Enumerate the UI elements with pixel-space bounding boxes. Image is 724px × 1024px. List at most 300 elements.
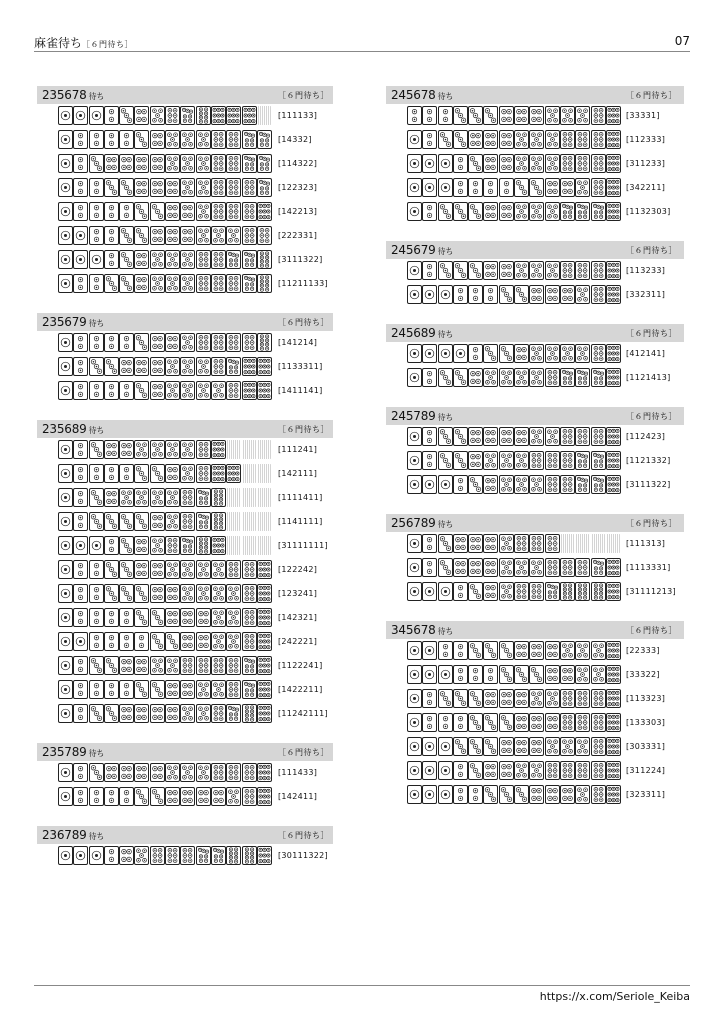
pin-tile-icon — [453, 689, 468, 708]
pin-tile-icon — [407, 202, 422, 221]
block-title: 245789 待ち — [391, 409, 454, 423]
pin-tile-icon — [438, 202, 453, 221]
pin-tile-icon — [242, 680, 257, 699]
tile-hand — [407, 582, 621, 601]
block-header — [386, 407, 684, 425]
hand-row — [37, 200, 333, 224]
pin-tile-icon — [226, 274, 241, 293]
pin-tile-icon — [150, 178, 165, 197]
pin-tile-icon — [196, 178, 211, 197]
pin-tile-icon — [165, 584, 180, 603]
pin-tile-icon — [165, 763, 180, 782]
pin-tile-icon — [211, 680, 226, 699]
pin-tile-icon — [150, 440, 165, 459]
pin-tile-icon — [89, 512, 104, 531]
hand-code: [242221] — [278, 637, 318, 646]
pin-tile-icon — [422, 178, 437, 197]
hand-row — [37, 606, 333, 630]
pin-tile-icon — [73, 608, 88, 627]
pin-tile-icon — [560, 641, 575, 660]
pin-tile-icon — [468, 106, 483, 125]
hand-row — [37, 104, 333, 128]
pin-tile-icon — [73, 226, 88, 245]
pin-tile-icon — [468, 737, 483, 756]
pin-tile-icon — [104, 560, 119, 579]
hand-row — [37, 678, 333, 702]
pin-tile-icon — [226, 584, 241, 603]
hand-row — [37, 128, 333, 152]
pin-tile-icon — [150, 333, 165, 352]
pin-tile-icon — [545, 154, 560, 173]
pin-tile-icon — [73, 464, 88, 483]
pin-tile-icon — [575, 130, 590, 149]
pin-tile-icon — [606, 713, 621, 732]
pin-tile-icon — [58, 584, 73, 603]
pin-tile-icon — [483, 665, 498, 684]
pin-tile-icon — [196, 106, 211, 125]
pin-tile-icon — [453, 106, 468, 125]
pin-tile-icon — [165, 274, 180, 293]
pin-tile-icon — [575, 641, 590, 660]
tile-hand — [58, 274, 272, 293]
tile-hand — [407, 641, 621, 660]
pin-tile-icon — [514, 582, 529, 601]
pin-tile-icon — [453, 582, 468, 601]
pin-tile-icon — [211, 381, 226, 400]
pin-tile-icon — [165, 154, 180, 173]
pin-tile-icon — [499, 641, 514, 660]
pin-tile-icon — [89, 656, 104, 675]
pin-tile-icon — [514, 785, 529, 804]
pin-tile-icon — [575, 261, 590, 280]
tile-hand — [407, 451, 621, 470]
pin-tile-icon — [529, 285, 544, 304]
pin-tile-icon — [73, 512, 88, 531]
pin-tile-icon — [119, 608, 134, 627]
empty-tile-slot — [257, 536, 272, 555]
pin-tile-icon — [104, 512, 119, 531]
empty-tile-slot — [242, 440, 257, 459]
pin-tile-icon — [575, 202, 590, 221]
pin-tile-icon — [180, 846, 195, 865]
pin-tile-icon — [591, 154, 606, 173]
pin-tile-icon — [211, 787, 226, 806]
pin-tile-icon — [196, 488, 211, 507]
pin-tile-icon — [119, 560, 134, 579]
pin-tile-icon — [134, 512, 149, 531]
pin-tile-icon — [545, 558, 560, 577]
pin-tile-icon — [196, 154, 211, 173]
pin-tile-icon — [438, 641, 453, 660]
pin-tile-icon — [89, 178, 104, 197]
pin-tile-icon — [73, 440, 88, 459]
pin-tile-icon — [58, 464, 73, 483]
tile-hand — [407, 689, 621, 708]
hand-code: [14332] — [278, 135, 312, 144]
pin-tile-icon — [150, 106, 165, 125]
block-tag: ［６門待ち］ — [278, 748, 329, 757]
pin-tile-icon — [180, 632, 195, 651]
pin-tile-icon — [73, 560, 88, 579]
pin-tile-icon — [89, 560, 104, 579]
pin-tile-icon — [180, 357, 195, 376]
pin-tile-icon — [165, 512, 180, 531]
pin-tile-icon — [104, 656, 119, 675]
pin-tile-icon — [407, 737, 422, 756]
pin-tile-icon — [73, 178, 88, 197]
pin-tile-icon — [560, 713, 575, 732]
pin-tile-icon — [257, 357, 272, 376]
pin-tile-icon — [575, 713, 590, 732]
hand-row — [386, 735, 684, 759]
pin-tile-icon — [545, 475, 560, 494]
pin-tile-icon — [134, 536, 149, 555]
pin-tile-icon — [422, 344, 437, 363]
pin-tile-icon — [150, 357, 165, 376]
pin-tile-icon — [89, 357, 104, 376]
pin-tile-icon — [453, 665, 468, 684]
pin-tile-icon — [560, 427, 575, 446]
pin-tile-icon — [242, 656, 257, 675]
pin-tile-icon — [242, 787, 257, 806]
pin-tile-icon — [196, 846, 211, 865]
pin-tile-icon — [226, 381, 241, 400]
pin-tile-icon — [499, 285, 514, 304]
pin-tile-icon — [134, 464, 149, 483]
pin-tile-icon — [89, 704, 104, 723]
pin-tile-icon — [545, 285, 560, 304]
hand-code: [30111322] — [278, 851, 328, 860]
pin-tile-icon — [180, 154, 195, 173]
pin-tile-icon — [257, 584, 272, 603]
pin-tile-icon — [407, 582, 422, 601]
pin-tile-icon — [407, 368, 422, 387]
pin-tile-icon — [407, 713, 422, 732]
hand-row — [37, 761, 333, 785]
pin-tile-icon — [150, 464, 165, 483]
pin-tile-icon — [422, 154, 437, 173]
pin-tile-icon — [180, 178, 195, 197]
pin-tile-icon — [165, 488, 180, 507]
tile-hand — [407, 285, 621, 304]
wait-block — [37, 86, 333, 296]
pin-tile-icon — [104, 178, 119, 197]
block-tag: ［６門待ち］ — [626, 519, 677, 528]
pin-tile-icon — [453, 641, 468, 660]
hand-row — [386, 104, 684, 128]
pin-tile-icon — [257, 704, 272, 723]
pin-tile-icon — [89, 250, 104, 269]
pin-tile-icon — [73, 202, 88, 221]
pin-tile-icon — [468, 713, 483, 732]
hand-code: [1121413] — [626, 373, 671, 382]
hand-code: [122242] — [278, 565, 318, 574]
pin-tile-icon — [119, 464, 134, 483]
pin-tile-icon — [407, 178, 422, 197]
pin-tile-icon — [468, 534, 483, 553]
pin-tile-icon — [89, 130, 104, 149]
pin-tile-icon — [407, 761, 422, 780]
pin-tile-icon — [58, 763, 73, 782]
empty-tile-slot — [257, 106, 272, 125]
empty-tile-slot — [575, 534, 590, 553]
pin-tile-icon — [180, 130, 195, 149]
pin-tile-icon — [119, 226, 134, 245]
pin-tile-icon — [211, 632, 226, 651]
pin-tile-icon — [150, 632, 165, 651]
pin-tile-icon — [211, 763, 226, 782]
hand-code: [113323] — [626, 694, 666, 703]
block-header — [386, 514, 684, 532]
pin-tile-icon — [483, 344, 498, 363]
pin-tile-icon — [575, 689, 590, 708]
hand-row — [37, 331, 333, 355]
block-header — [386, 621, 684, 639]
pin-tile-icon — [407, 534, 422, 553]
pin-tile-icon — [119, 512, 134, 531]
pin-tile-icon — [180, 381, 195, 400]
hand-code: [303331] — [626, 742, 666, 751]
pin-tile-icon — [89, 584, 104, 603]
pin-tile-icon — [211, 846, 226, 865]
block-title: 236789 待ち — [42, 828, 105, 842]
pin-tile-icon — [438, 713, 453, 732]
pin-tile-icon — [483, 558, 498, 577]
pin-tile-icon — [606, 665, 621, 684]
pin-tile-icon — [257, 632, 272, 651]
hand-code: [31111213] — [626, 587, 676, 596]
hand-row — [386, 473, 684, 497]
pin-tile-icon — [529, 689, 544, 708]
pin-tile-icon — [89, 846, 104, 865]
pin-tile-icon — [196, 536, 211, 555]
pin-tile-icon — [58, 274, 73, 293]
pin-tile-icon — [545, 344, 560, 363]
tile-hand — [58, 787, 272, 806]
pin-tile-icon — [150, 154, 165, 173]
pin-tile-icon — [58, 106, 73, 125]
pin-tile-icon — [422, 713, 437, 732]
pin-tile-icon — [104, 250, 119, 269]
pin-tile-icon — [242, 250, 257, 269]
hand-row — [37, 152, 333, 176]
pin-tile-icon — [483, 427, 498, 446]
footer-link[interactable]: https://x.com/Seriole_Keiba — [539, 990, 690, 1003]
pin-tile-icon — [606, 761, 621, 780]
hand-code: [133303] — [626, 718, 666, 727]
pin-tile-icon — [73, 357, 88, 376]
pin-tile-icon — [104, 846, 119, 865]
pin-tile-icon — [438, 451, 453, 470]
tile-hand — [58, 704, 272, 723]
pin-tile-icon — [73, 584, 88, 603]
pin-tile-icon — [453, 737, 468, 756]
tile-hand — [58, 464, 272, 483]
pin-tile-icon — [165, 704, 180, 723]
pin-tile-icon — [165, 464, 180, 483]
pin-tile-icon — [591, 427, 606, 446]
block-tag: ［６門待ち］ — [626, 91, 677, 100]
hand-row — [386, 639, 684, 663]
block-tag: ［６門待ち］ — [626, 412, 677, 421]
pin-tile-icon — [483, 261, 498, 280]
pin-tile-icon — [119, 357, 134, 376]
pin-tile-icon — [165, 381, 180, 400]
wait-block — [386, 514, 684, 604]
pin-tile-icon — [180, 274, 195, 293]
pin-tile-icon — [468, 427, 483, 446]
pin-tile-icon — [591, 368, 606, 387]
pin-tile-icon — [242, 704, 257, 723]
pin-tile-icon — [514, 665, 529, 684]
hand-row — [37, 248, 333, 272]
pin-tile-icon — [453, 713, 468, 732]
pin-tile-icon — [73, 763, 88, 782]
pin-tile-icon — [499, 106, 514, 125]
hand-code: [112423] — [626, 432, 666, 441]
pin-tile-icon — [257, 560, 272, 579]
pin-tile-icon — [560, 558, 575, 577]
pin-tile-icon — [529, 713, 544, 732]
empty-tile-slot — [257, 488, 272, 507]
pin-tile-icon — [483, 737, 498, 756]
block-tag: ［６門待ち］ — [278, 831, 329, 840]
pin-tile-icon — [257, 226, 272, 245]
pin-tile-icon — [545, 261, 560, 280]
hand-code: [332311] — [626, 290, 666, 299]
pin-tile-icon — [606, 344, 621, 363]
hand-row — [37, 785, 333, 809]
block-title: 235679 待ち — [42, 315, 105, 329]
block-tag: ［６門待ち］ — [278, 91, 329, 100]
pin-tile-icon — [196, 333, 211, 352]
pin-tile-icon — [499, 261, 514, 280]
pin-tile-icon — [422, 785, 437, 804]
empty-tile-slot — [226, 512, 241, 531]
empty-tile-slot — [242, 512, 257, 531]
wait-block — [37, 743, 333, 809]
pin-tile-icon — [560, 202, 575, 221]
pin-tile-icon — [545, 451, 560, 470]
tile-hand — [407, 558, 621, 577]
pin-tile-icon — [606, 475, 621, 494]
block-tag: ［６門待ち］ — [278, 425, 329, 434]
pin-tile-icon — [150, 488, 165, 507]
pin-tile-icon — [514, 178, 529, 197]
pin-tile-icon — [226, 250, 241, 269]
pin-tile-icon — [606, 130, 621, 149]
hand-code: [111133] — [278, 111, 318, 120]
pin-tile-icon — [226, 704, 241, 723]
pin-tile-icon — [529, 761, 544, 780]
pin-tile-icon — [119, 250, 134, 269]
empty-tile-slot — [606, 534, 621, 553]
pin-tile-icon — [242, 130, 257, 149]
pin-tile-icon — [104, 763, 119, 782]
pin-tile-icon — [453, 785, 468, 804]
pin-tile-icon — [422, 761, 437, 780]
pin-tile-icon — [226, 787, 241, 806]
wait-block — [386, 621, 684, 807]
pin-tile-icon — [560, 737, 575, 756]
empty-tile-slot — [242, 536, 257, 555]
pin-tile-icon — [468, 641, 483, 660]
hand-row — [37, 462, 333, 486]
pin-tile-icon — [165, 536, 180, 555]
hand-row — [386, 532, 684, 556]
pin-tile-icon — [499, 344, 514, 363]
block-tag: ［６門待ち］ — [626, 626, 677, 635]
pin-tile-icon — [73, 488, 88, 507]
pin-tile-icon — [514, 427, 529, 446]
block-title: 256789 待ち — [391, 516, 454, 530]
pin-tile-icon — [514, 130, 529, 149]
pin-tile-icon — [438, 178, 453, 197]
pin-tile-icon — [606, 451, 621, 470]
pin-tile-icon — [499, 665, 514, 684]
empty-tile-slot — [226, 488, 241, 507]
pin-tile-icon — [242, 357, 257, 376]
pin-tile-icon — [529, 475, 544, 494]
pin-tile-icon — [211, 250, 226, 269]
pin-tile-icon — [453, 202, 468, 221]
pin-tile-icon — [438, 582, 453, 601]
pin-tile-icon — [89, 381, 104, 400]
pin-tile-icon — [483, 202, 498, 221]
wait-block — [386, 407, 684, 497]
pin-tile-icon — [575, 427, 590, 446]
pin-tile-icon — [453, 130, 468, 149]
pin-tile-icon — [483, 475, 498, 494]
pin-tile-icon — [119, 536, 134, 555]
pin-tile-icon — [407, 689, 422, 708]
pin-tile-icon — [575, 178, 590, 197]
pin-tile-icon — [73, 381, 88, 400]
pin-tile-icon — [468, 689, 483, 708]
pin-tile-icon — [211, 202, 226, 221]
pin-tile-icon — [407, 475, 422, 494]
block-tag: ［６門待ち］ — [278, 318, 329, 327]
pin-tile-icon — [58, 178, 73, 197]
hand-row — [386, 783, 684, 807]
pin-tile-icon — [575, 475, 590, 494]
pin-tile-icon — [196, 512, 211, 531]
pin-tile-icon — [211, 440, 226, 459]
pin-tile-icon — [438, 368, 453, 387]
hand-code: [33331] — [626, 111, 660, 120]
pin-tile-icon — [196, 226, 211, 245]
pin-tile-icon — [226, 357, 241, 376]
pin-tile-icon — [180, 704, 195, 723]
pin-tile-icon — [180, 584, 195, 603]
hand-code: [1113331] — [626, 563, 671, 572]
hand-code: [114322] — [278, 159, 318, 168]
page-title: 麻雀待ち［６門待ち］ — [34, 36, 134, 50]
pin-tile-icon — [545, 178, 560, 197]
pin-tile-icon — [514, 451, 529, 470]
hand-row — [386, 711, 684, 735]
pin-tile-icon — [211, 584, 226, 603]
tile-hand — [407, 665, 621, 684]
wait-block — [37, 313, 333, 403]
pin-tile-icon — [591, 665, 606, 684]
pin-tile-icon — [529, 368, 544, 387]
pin-tile-icon — [514, 761, 529, 780]
pin-tile-icon — [257, 680, 272, 699]
pin-tile-icon — [242, 226, 257, 245]
pin-tile-icon — [591, 451, 606, 470]
hand-code: [142321] — [278, 613, 318, 622]
